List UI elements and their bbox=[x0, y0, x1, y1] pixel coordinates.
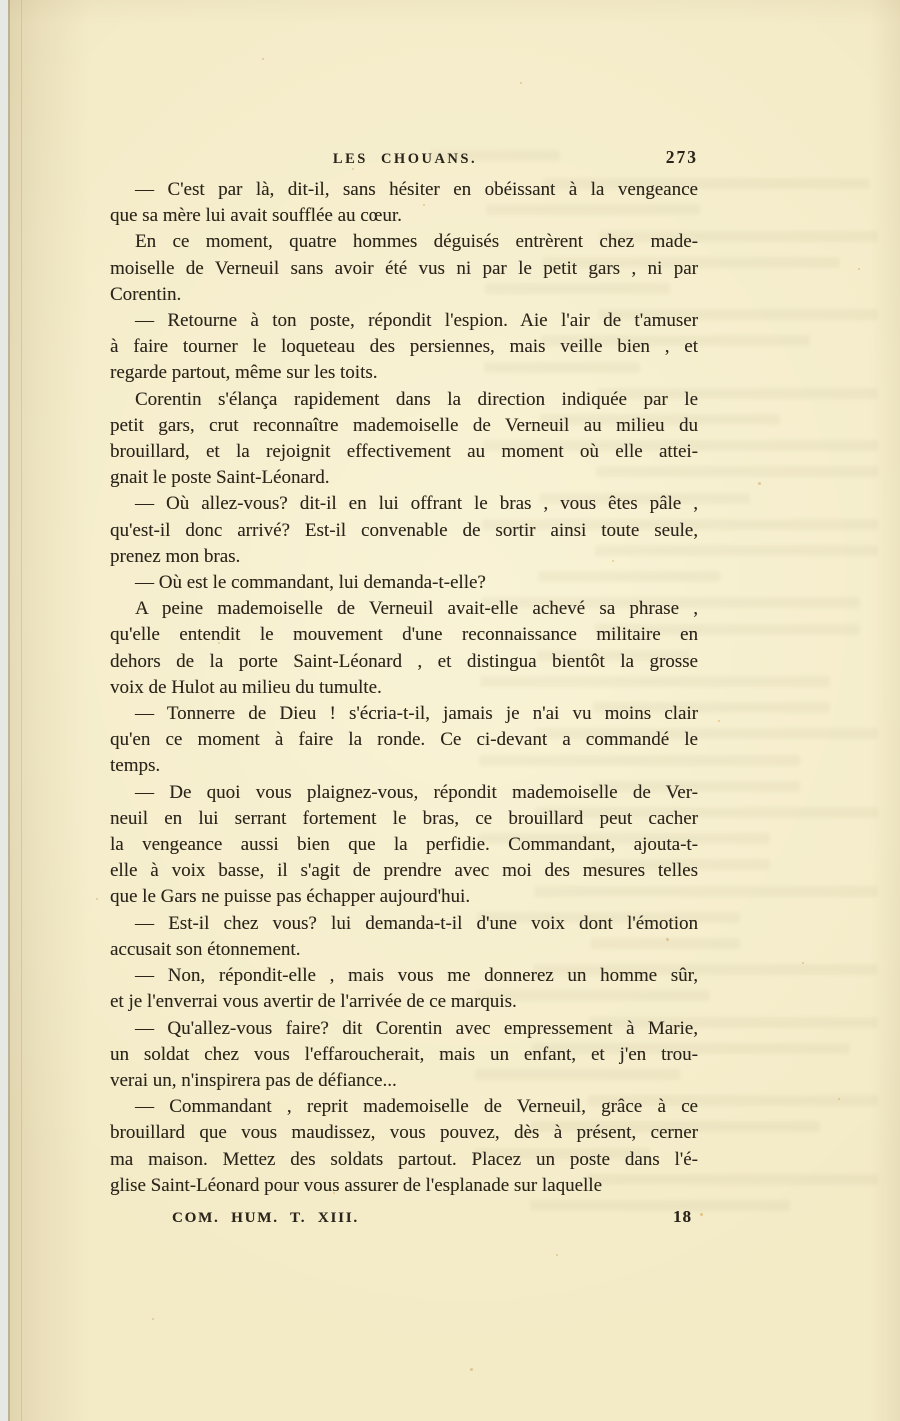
text-block bbox=[110, 177, 698, 1199]
page-edge-line-faint bbox=[21, 0, 22, 1421]
text-line: glise Saint-Léonard pour vous assurer de l'esplanade sur laquelle bbox=[110, 1174, 602, 1196]
text-line: dehors de la porte Saint-Léonard , et distingua bientôt la grosse bbox=[110, 650, 698, 672]
text-line: la vengeance aussi bien que la perfidie. Commandant, ajouta-t- bbox=[110, 834, 698, 856]
text-line: gnait le poste Saint-Léonard. bbox=[110, 467, 330, 489]
paragraph bbox=[110, 570, 698, 596]
text-line: prenez mon bras. bbox=[110, 545, 241, 567]
text-line: brouillard que vous maudissez, vous pouvez, dès à présent, cerner bbox=[110, 1122, 698, 1144]
text-line: — Est-il chez vous? lui demanda-t-il d'une voix dont l'émotion bbox=[135, 912, 698, 934]
paragraph bbox=[110, 911, 698, 963]
text-line: — Commandant , reprit mademoiselle de Verneuil, grâce à ce bbox=[135, 1096, 698, 1118]
text-line: — C'est par là, dit-il, sans hésiter en obéissant à la vengeance bbox=[135, 179, 698, 200]
text-line: — Où est le commandant, lui demanda-t-elle? bbox=[135, 572, 486, 594]
text-line: elle à voix basse, il s'agit de prendre avec moi des mesures telles bbox=[110, 860, 698, 882]
text-line: — Retourne à ton poste, répondit l'espion. Aie l'air de t'amuser bbox=[135, 310, 698, 332]
text-line: qu'est-il donc arrivé? Est-il convenable de sortir ainsi toute seule, bbox=[110, 519, 698, 541]
text-line: regarde partout, même sur les toits. bbox=[110, 362, 378, 384]
page-number: 273 bbox=[665, 147, 698, 167]
text-line: qu'en ce moment à faire la ronde. Ce ci-devant a commandé le bbox=[110, 729, 698, 751]
paragraph bbox=[110, 1016, 698, 1095]
text-line: — Tonnerre de Dieu ! s'écria-t-il, jamais je n'ai vu moins clair bbox=[135, 703, 698, 725]
text-line: — Qu'allez-vous faire? dit Corentin avec empressement à Marie, bbox=[135, 1017, 698, 1039]
text-line: neuil en lui serrant fortement le bras, ce brouillard peut cacher bbox=[110, 807, 698, 829]
text-line: que sa mère lui avait soufflée au cœur. bbox=[110, 205, 402, 227]
text-line: verai un, n'inspirera pas de défiance... bbox=[110, 1069, 397, 1091]
scan-edge-strip bbox=[0, 0, 8, 1421]
page-edge-line bbox=[8, 0, 10, 1421]
text-line: En ce moment, quatre hommes déguisés entrèrent chez made- bbox=[135, 231, 698, 253]
text-line: temps. bbox=[110, 755, 161, 777]
volume-signature: COM. HUM. T. XIII. bbox=[172, 1210, 359, 1226]
text-line: Corentin s'élança rapidement dans la direction indiquée par le bbox=[135, 388, 698, 410]
page-footer bbox=[110, 1207, 698, 1227]
text-line: moiselle de Verneuil sans avoir été vus ni par le petit gars , ni par bbox=[110, 257, 698, 279]
text-line: — Où allez-vous? dit-il en lui offrant le bras , vous êtes pâle , bbox=[135, 493, 698, 515]
text-line: qu'elle entendit le mouvement d'une reconnaissance militaire en bbox=[110, 624, 698, 646]
paragraph bbox=[110, 387, 698, 492]
text-line: un soldat chez vous l'effaroucherait, mais un enfant, et j'en trou- bbox=[110, 1043, 698, 1065]
text-line: voix de Hulot au milieu du tumulte. bbox=[110, 676, 382, 698]
text-line: A peine mademoiselle de Verneuil avait-elle achevé sa phrase , bbox=[135, 598, 698, 620]
paragraph bbox=[110, 229, 698, 308]
text-line: — De quoi vous plaignez-vous, répondit mademoiselle de Ver- bbox=[135, 781, 698, 803]
text-line: et je l'enverrai vous avertir de l'arrivée de ce marquis. bbox=[110, 991, 517, 1013]
paragraph bbox=[110, 177, 698, 229]
running-header bbox=[110, 147, 700, 171]
paragraph bbox=[110, 596, 698, 701]
text-line: Corentin. bbox=[110, 283, 182, 305]
paragraph bbox=[110, 963, 698, 1015]
paragraph bbox=[110, 491, 698, 570]
paragraph bbox=[110, 308, 698, 387]
text-line: que le Gars ne puisse pas échapper aujourd'hui. bbox=[110, 886, 471, 908]
text-line: à faire tourner le loqueteau des persiennes, mais veille bien , et bbox=[110, 336, 698, 358]
text-line: — Non, répondit-elle , mais vous me donnerez un homme sûr, bbox=[135, 965, 698, 987]
paragraph bbox=[110, 701, 698, 780]
paragraph bbox=[110, 1094, 698, 1199]
printer-signature: 18 bbox=[673, 1207, 692, 1226]
paragraph bbox=[110, 780, 698, 911]
text-line: accusait son étonnement. bbox=[110, 938, 301, 960]
text-line: ma maison. Mettez des soldats partout. Placez un poste dans l'é- bbox=[110, 1148, 698, 1170]
text-line: brouillard, et la rejoignit effectivement au moment où elle attei- bbox=[110, 441, 698, 463]
running-header-title: LES CHOUANS. bbox=[332, 151, 478, 167]
text-line: petit gars, crut reconnaître mademoiselle de Verneuil au milieu du bbox=[110, 414, 698, 436]
